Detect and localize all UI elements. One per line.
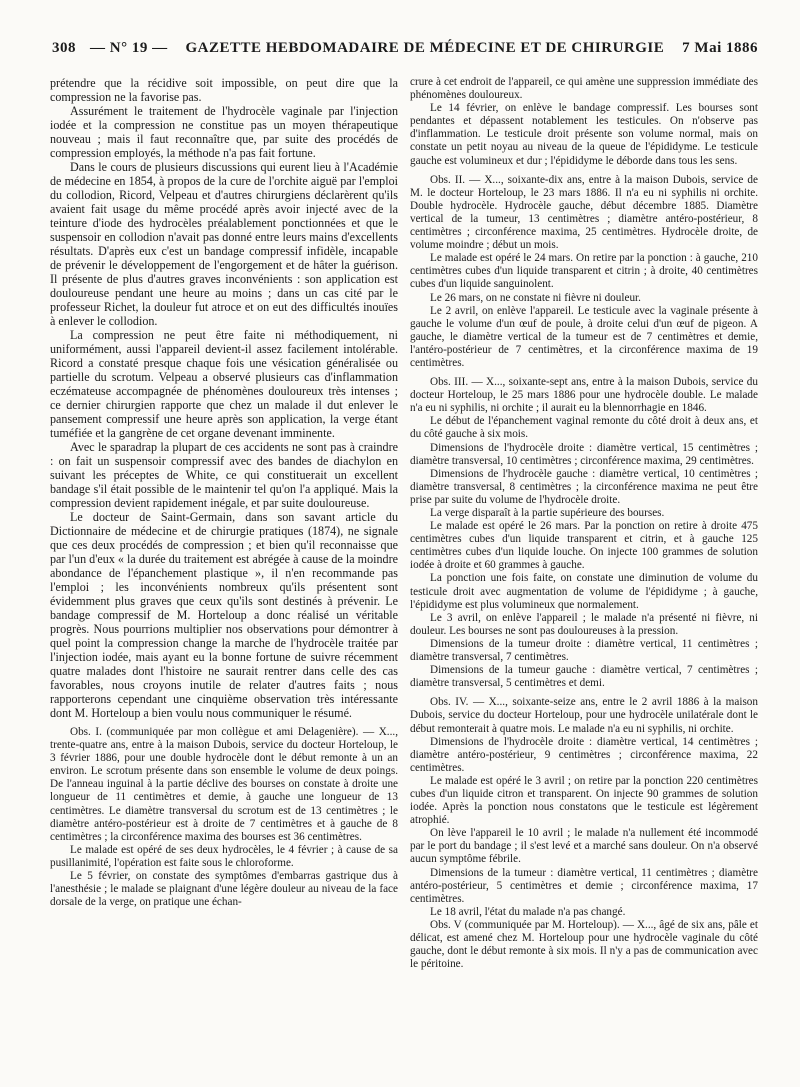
page-header [52, 40, 758, 64]
paragraph: prétendre que la récidive soit impossible, on peut dire que la compression ne la favorise pas. [50, 76, 398, 104]
observation-paragraph: Le 5 février, on constate des symptômes d'embarras gastrique dus à l'anesthésie ; le malade se plaignant d'une légère douleur au niveau de la face dorsale de la verge, on pratique une échan- [50, 870, 398, 909]
observation-paragraph: Le malade est opéré le 26 mars. Par la ponction on retire à droite 475 centimètres cubes d'un liquide transparent et citrin, et à gauche 125 centimètres cubes d'un liquide louche. On injecte 100 grammes de solution iodée à droite et 60 grammes à gauche. [410, 520, 758, 572]
observation-paragraph: Le début de l'épanchement vaginal remonte du côté droit à deux ans, et du côté gauche à six mois. [410, 415, 758, 441]
observation-paragraph: Obs. IV. — X..., soixante-seize ans, entre le 2 avril 1886 à la maison Dubois, service du docteur Horteloup, pour une hydrocèle unilatérale dont le début remonterait à quatre mois. Le malade n'a eu ni syphilis, ni orchite. [410, 696, 758, 735]
observation-paragraph: Obs. I. (communiquée par mon collègue et ami Delagenière). — X..., trente-quatre ans, entre à la maison Dubois, service du docteur Horteloup, le 3 février 1886, pour une double hydrocèle dont le début remonte à un an environ. Le scrotum présente dans son ensemble le volume de deux poings. De l'anneau inguinal à la partie déclive des bourses on constate à droite une longueur de 11 centimètres et demie, à gauche une longueur de 13 centimètres. Le diamètre transversal du scrotum est de 13 centimètres ; le diamètre antéro-postérieur est à droite de 7 centimètres et à gauche de 8 centimètres ; la circonférence maxima des bourses est 36 centimètres. [50, 726, 398, 843]
observation-paragraph: Le 26 mars, on ne constate ni fièvre ni douleur. [430, 291, 641, 304]
observation-paragraph: Le malade est opéré le 24 mars. On retire par la ponction : à gauche, 210 centimètres cubes d'un liquide transparent et citrin ; à droite, 40 centimètres cubes d'un liquide sanguinolent. [410, 252, 758, 291]
observation-paragraph: La verge disparaît à la partie supérieure des bourses. [430, 507, 665, 519]
observation-paragraph: La ponction une fois faite, on constate une diminution de volume du testicule droit avec augmentation de volume de l'épididyme ; à gauche, l'épididyme est plus volumineux que normalement. [410, 572, 758, 611]
observation-paragraph: Obs. II. — X..., soixante-dix ans, entre à la maison Dubois, service de M. le docteur Horteloup, le 23 mars 1886. Il n'a eu ni syphilis ni orchite. Double hydrocèle. Hydrocèle gauche, début décembre 1885. Diamètre vertical de la tumeur, 13 centimètres ; diamètre antéro-postérieur, 8 centimètres ; circonférence maxima, 25 centimètres. Hydrocèle droite, de volume moindre ; début un mois. [410, 173, 758, 252]
paragraph: Dans le cours de plusieurs discussions qui eurent lieu à l'Académie de médecine en 1854, à propos de la cure de l'orchite aiguë par l'emploi du collodion, Ricord, Velpeau et d'autres chirurgiens déclarèrent qu'ils avaient fait usage du même procédé après avoir injecté avec de la teinture d'iode des hydrocèles préalablement ponctionnées et que le suspensoir en collodion n'avait pas donné entre leurs mains d'excellents résultats. D'après eux c'est un bandage compressif infidèle, incapable de prévenir le développement de l'engorgement et de hâter la guérison. Il présente de plus d'autres graves inconvénients : son application est douloureuse pendant une heure au moins ; dans un cas cité par le professeur Richet, la douleur fut atroce et on eut des difficultés inouïes à enlever le collodion. [50, 160, 398, 328]
observation-paragraph: Le 18 avril, l'état du malade n'a pas changé. [430, 905, 626, 918]
observation-paragraph: Le 3 avril, on enlève l'appareil ; le malade n'a présenté ni fièvre, ni douleur. Les bourses ne sont pas douloureuses à la pression. [410, 611, 758, 637]
issue-date: 7 Mai 1886 [682, 40, 758, 56]
paragraph: Le docteur de Saint-Germain, dans son savant article du Dictionnaire de médecine et de chirurgie pratiques (1874), ne signale que ces deux procédés de compression ; et bien qu'il reconnaisse que par l'un d'eux « la durée du traitement est abrégée à cause de la moindre abondance de l'épanchement plastique », il n'en recommande pas l'emploi ; les inconvénients nombreux qu'ils présentent sont évidemment plus graves que ceux qu'ils sont destinés à prévenir. Le bandage compressif de M. Horteloup a donc réalisé un véritable progrès. Nous pourrions multiplier nos observations pour démontrer à quel point la compression change la marche de l'hydrocèle traitée par l'injection iodée, mais ayant eu la bonne fortune de suivre récemment quatre malades dont l'histoire ne saurait rentrer dans celle des cas favorables, nous croyons inutile de relater d'autres faits ; nous rapporterons cependant une cinquième observation très intéressante dont M. Horteloup a bien voulu nous communiquer le résumé. [50, 510, 398, 720]
observation-paragraph: Dimensions de la tumeur : diamètre vertical, 11 centimètres ; diamètre antéro-postérieur, 5 centimètres et demie ; circonférence maxima, 17 centimètres. [410, 866, 758, 905]
paragraph: Assurément le traitement de l'hydrocèle vaginale par l'injection iodée et la compression ne constitue pas un moyen thérapeutique nouveau ; mais il faut reconnaître que, par suite des procédés de compression employés, la méthode n'a pas fait fortune. [50, 104, 398, 160]
issue-number: — N° 19 — [90, 40, 168, 56]
observation-paragraph: Obs. V (communiquée par M. Horteloup). — X..., âgé de six ans, pâle et délicat, est amené chez M. Horteloup pour une hydrocèle vaginale du côté gauche, dont le début remonte à six mois. Il n'y a pas de communication avec le péritoine. [410, 918, 758, 971]
observation-paragraph: Le malade est opéré le 3 avril ; on retire par la ponction 220 centimètres cubes d'un liquide citron et transparent. On injecte 90 grammes de solution iodée. Après la ponction nous constatons que le testicule est légèrement atrophié. [410, 774, 758, 827]
observation-paragraph: Le 2 avril, on enlève l'appareil. Le testicule avec la vaginale présente à gauche le volume d'un œuf de poule, à droite celui d'un œuf de pigeon. A gauche, le diamètre vertical de la tumeur est de 7 centimètres et demie, l'antéro-postérieur de 7 centimètres, et la circonférence maxima de 19 centimètres. [410, 304, 758, 369]
observation-paragraph: Dimensions de la tumeur droite : diamètre vertical, 11 centimètres ; diamètre transversal, 7 centimètres. [410, 637, 758, 664]
right-column [410, 76, 758, 971]
observation-paragraph: Dimensions de l'hydrocèle droite : diamètre vertical, 14 centimètres ; diamètre antéro-postérieur, 9 centimètres ; circonférence maxima, 22 centimètres. [410, 735, 758, 774]
observation-paragraph: Dimensions de la tumeur gauche : diamètre vertical, 7 centimètres ; diamètre transversal, 5 centimètres et demi. [410, 664, 758, 690]
journal-title: GAZETTE HEBDOMADAIRE DE MÉDECINE ET DE CHIRURGIE [185, 40, 665, 56]
left-column [50, 76, 398, 909]
observation-paragraph: On lève l'appareil le 10 avril ; le malade n'a nullement été incommodé par le port du bandage ; il s'est levé et a marché sans douleur. On n'a observé aucun symptôme fébrile. [410, 827, 758, 866]
paragraph: Avec le sparadrap la plupart de ces accidents ne sont pas à craindre : on fait un suspensoir compressif avec des bandes de diachylon en suivant les préceptes de White, ce qui constituerait un excellent bandage s'il était possible de le maintenir tel qu'on l'a appliqué. Mais la compression devient rapidement inégale, et par suite douloureuse. [50, 440, 398, 510]
observation-paragraph: Le 14 février, on enlève le bandage compressif. Les bourses sont pendantes et dépassent notablement les testicules. On n'observe pas d'inflammation. Le testicule droit présente son volume normal, mais on constate un petit noyau au niveau de la queue de l'épididyme. Le testicule gauche est volumineux et dur ; l'épididyme le déborde dans tous les sens. [410, 102, 758, 167]
paragraph: La compression ne peut être faite ni méthodiquement, ni uniformément, aussi l'appareil devient-il assez facilement intolérable. Ricord a constaté presque chaque fois une vésication généralisée ou partielle du scrotum. Velpeau a observé plusieurs cas d'inflammation eczémateuse accompagnée de phénomènes douloureux très intenses ; ce dernier chirurgien rapporte que chez un malade il dut enlever le pansement compressif une heure après son application, la verge étant tuméfiée et la gangrène de cet organe devenant imminente. [50, 328, 398, 440]
observation-paragraph: Dimensions de l'hydrocèle droite : diamètre vertical, 15 centimètres ; diamètre transversal, 10 centimètres ; circonférence maxima, 29 centimètres. [410, 441, 758, 467]
observation-paragraph: Le malade est opéré de ses deux hydrocèles, le 4 février ; à cause de sa pusillanimité, l'opération est faite sous le chloroforme. [50, 843, 398, 869]
page-number: 308 [52, 40, 76, 56]
observation-paragraph: crure à cet endroit de l'appareil, ce qui amène une suppression immédiate des phénomènes douloureux. [410, 76, 758, 102]
observation-paragraph: Obs. III. — X..., soixante-sept ans, entre à la maison Dubois, service du docteur Horteloup, le 25 mars 1886 pour une hydrocèle double. Le malade n'a eu ni syphilis, ni orchite ; il aurait eu la blennorrhagie en 1846. [410, 376, 758, 415]
observation-paragraph: Dimensions de l'hydrocèle gauche : diamètre vertical, 10 centimètres ; diamètre transversal, 8 centimètres ; la circonférence maxima ne peut être prise par suite du volume de l'hydrocèle droite. [410, 467, 758, 506]
